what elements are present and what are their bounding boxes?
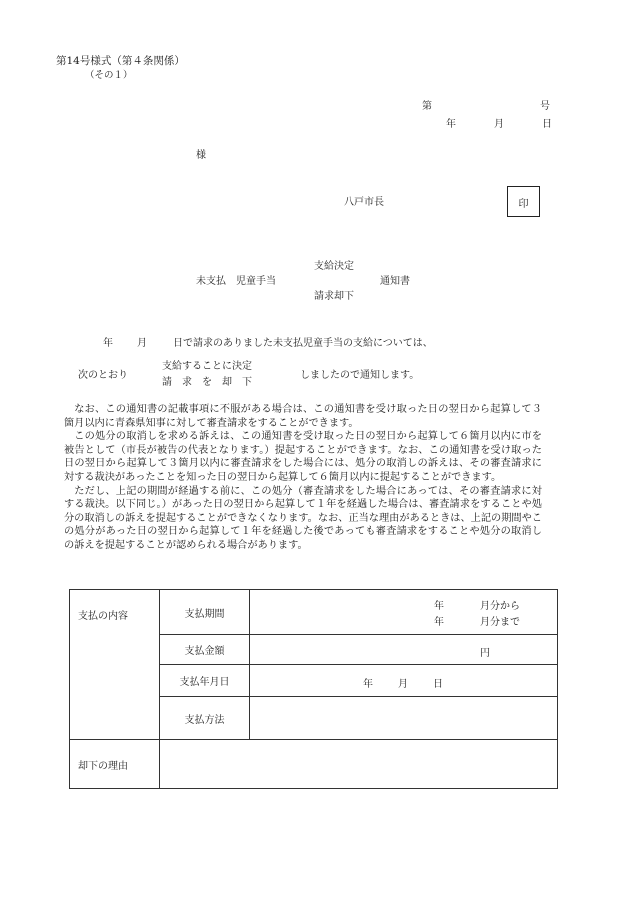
appeal-notice	[64, 403, 542, 553]
addressee-honorific: 様	[196, 150, 206, 161]
payment-method-label: 支払方法	[160, 697, 250, 740]
appeal-paragraph-deadline: ただし、上記の期間が経過する前に、この処分（審査請求をした場合にあっては、その審査請求に対する裁決。以下同じ。）があった日の翌日から起算して１年を経過した場合は、審査請求をすることや処分の取消しの訴えを提起することができなくなります。なお、正当な理由があるときは、上記の期間やこの処分があった日の翌日から起算して１年を経過した後であっても審査請求をすることや処分の取消しの訴えを提起することが認められる場合があります。	[64, 485, 542, 551]
appeal-paragraph-review: なお、この通知書の記載事項に不服がある場合は、この通知書を受け取った日の翌日から起算して３箇月以内に青森県知事に対して審査請求をすることができます。	[64, 404, 542, 429]
period-from-suffix: 月分から	[480, 601, 520, 612]
title-option-reject: 請求却下	[314, 291, 354, 302]
payment-method-field[interactable]	[250, 697, 558, 740]
payment-date-day: 日	[433, 679, 443, 690]
payment-date-year: 年	[363, 679, 373, 690]
title-suffix: 通知書	[380, 276, 410, 287]
result-suffix: しましたので通知します。	[300, 370, 420, 381]
result-option-reject: 請 求 を 却 下	[162, 377, 252, 388]
appeal-paragraph-lawsuit: この処分の取消しを求める訴えは、この通知書を受け取った日の翌日から起算して６箇月以内に市を被告として（市長が被告の代表となります。）提起することができます。なお、この通知書を受け取った日の翌日から起算して３箇月以内に審査請求をした場合には、処分の取消しの訴えは、その審査請求に対する裁決があったことを知った日の翌日から起算して６箇月以内に提起することができます。	[64, 431, 542, 483]
issue-date-month: 月	[494, 119, 504, 130]
title-prefix: 未支払 児童手当	[196, 276, 276, 287]
title-option-approve: 支給決定	[314, 261, 354, 272]
issuer-name: 八戸市長	[344, 197, 384, 208]
amount-unit: 円	[480, 648, 490, 659]
payment-period-label: 支払期間	[160, 590, 250, 635]
period-to-suffix: 月分まで	[480, 617, 520, 628]
payment-date-label: 支払年月日	[160, 665, 250, 697]
document-number-prefix: 第	[422, 101, 432, 112]
result-prefix: 次のとおり	[78, 370, 128, 381]
rejection-reason-field[interactable]	[160, 740, 558, 789]
payment-period-field[interactable]	[250, 590, 558, 635]
issue-date-year: 年	[446, 119, 456, 130]
payment-amount-label: 支払金額	[160, 635, 250, 665]
issue-date-day: 日	[542, 119, 552, 130]
payment-content-label: 支払の内容	[70, 590, 160, 740]
payment-date-month: 月	[398, 679, 408, 690]
form-sub-label: （その１）	[85, 70, 133, 81]
payment-table	[69, 589, 558, 789]
form-number: 第14号様式（第４条関係）	[56, 55, 185, 67]
document-number-suffix: 号	[540, 101, 550, 112]
seal-label: 印	[518, 199, 529, 210]
rejection-reason-label: 却下の理由	[70, 740, 160, 789]
period-to-year: 年	[434, 617, 444, 628]
request-month: 月	[137, 338, 147, 349]
result-option-approve: 支給することに決定	[162, 361, 252, 372]
payment-date-field[interactable]	[250, 665, 558, 697]
request-sentence: 日で請求のありました未支払児童手当の支給については、	[173, 338, 433, 349]
period-from-year: 年	[434, 601, 444, 612]
seal-box	[507, 186, 540, 217]
request-year: 年	[103, 338, 113, 349]
payment-amount-field[interactable]	[250, 635, 558, 665]
